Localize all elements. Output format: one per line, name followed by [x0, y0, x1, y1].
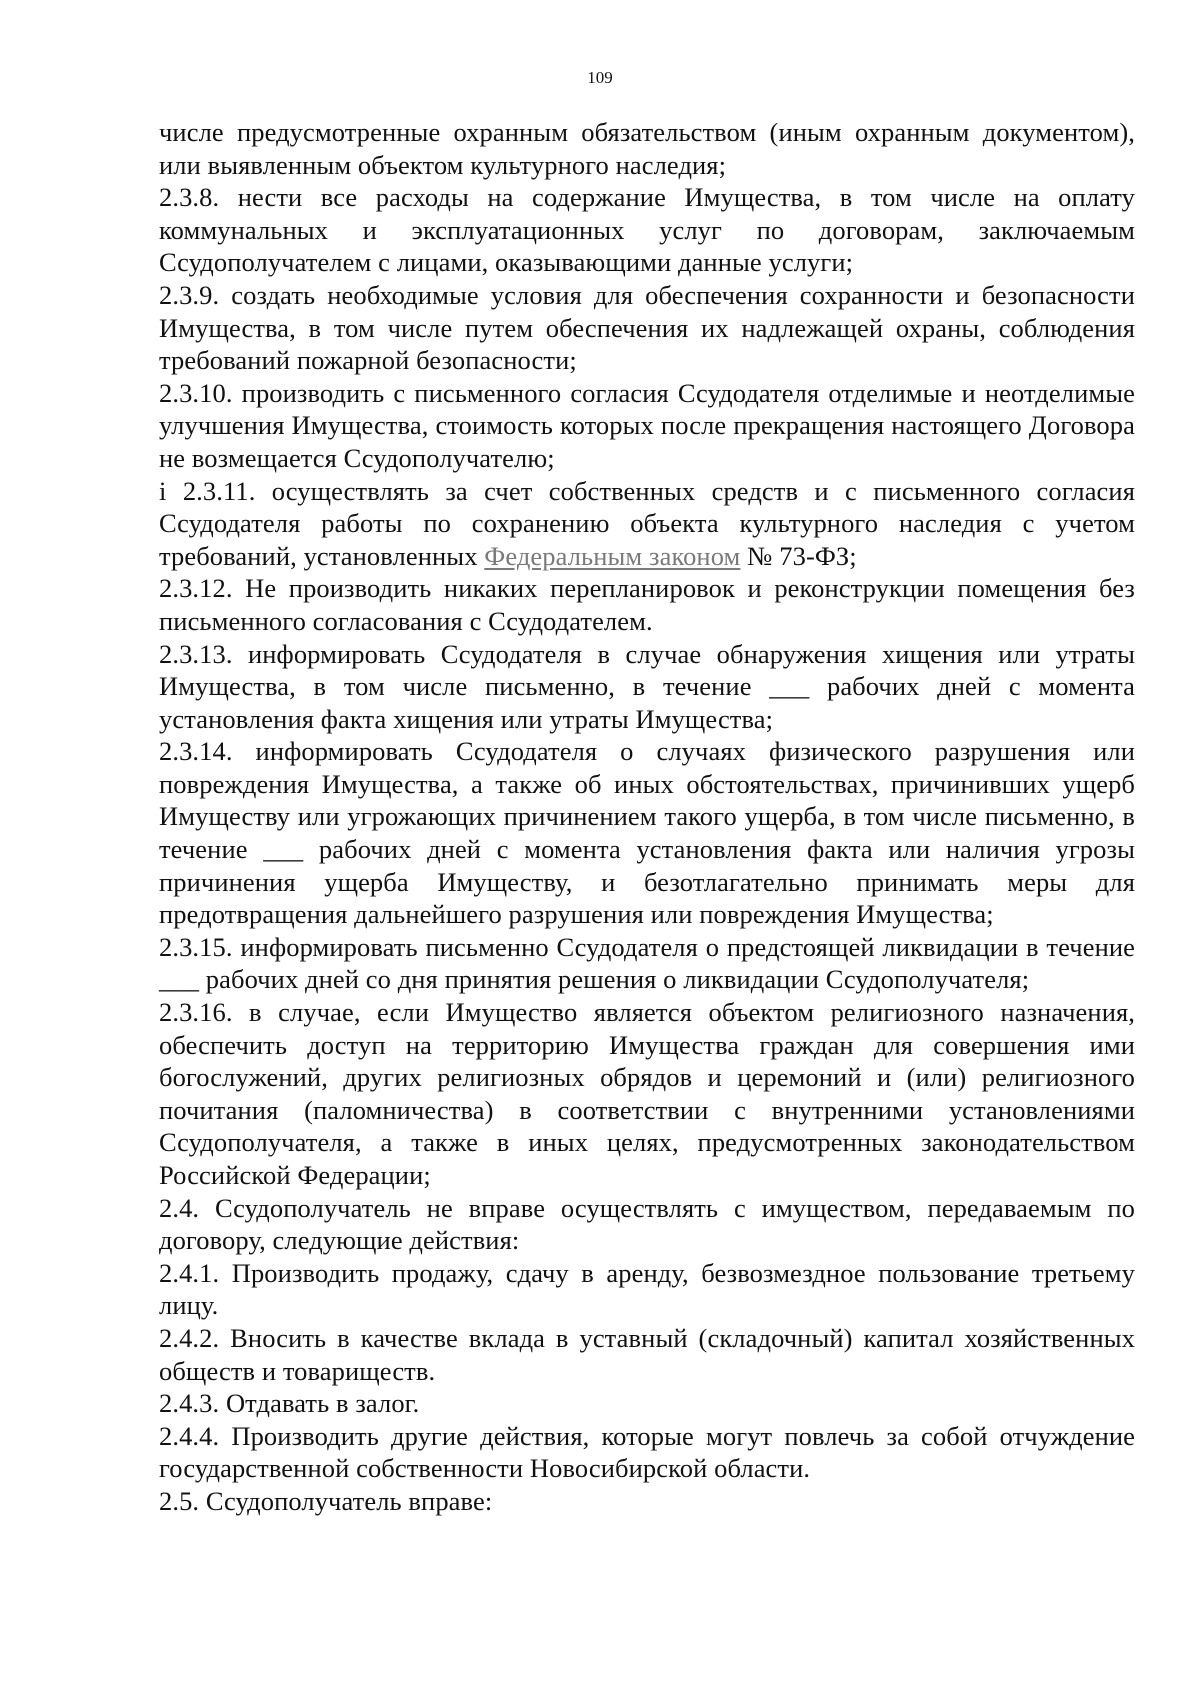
paragraph-continuation: числе предусмотренные охранным обязательством (иным охранным документом), или выявленным объектом культурного наследия; — [159, 117, 1135, 180]
document-body — [159, 116, 1135, 1518]
paragraph-2-4-3: 2.4.3. Отдавать в залог. — [159, 1388, 420, 1419]
federal-law-link[interactable]: Федеральным законом — [484, 540, 741, 571]
paragraph-2-4-2: 2.4.2. Вносить в качестве вклада в уставный (складочный) капитал хозяйственных обществ и товариществ. — [159, 1322, 1135, 1386]
margin-marker: і — [159, 475, 167, 506]
paragraph-2-3-9: 2.3.9. создать необходимые условия для обеспечения сохранности и безопасности Имущества, в том числе путем обеспечения их надлежащей охраны, соблюдения требований пожарной безопасности; — [159, 279, 1135, 376]
paragraph-2-3-13: 2.3.13. информировать Ссудодателя в случае обнаружения хищения или утраты Имущества, в том числе письменно, в течение ___ рабочих дней с момента установления факта хищения или утраты Имущества; — [159, 638, 1135, 734]
paragraph-2-3-16: 2.3.16. в случае, если Имущество является объектом религиозного назначения, обеспечить доступ на территорию Имущества граждан для совершения ими богослужений, других религиозных обрядов и церемоний и (или) религиозного почитания (паломничества) в соответствии с внутренними установлениями Ссудополучателя, а также в иных целях, предусмотренных законодательством Российской Федерации; — [159, 997, 1135, 1190]
paragraph-2-3-8: 2.3.8. нести все расходы на содержание Имущества, в том числе на оплату коммунальных и эксплуатационных услуг по договорам, заключаемым Ссудополучателем с лицами, оказывающими данные услуги; — [159, 182, 1135, 278]
paragraph-2-3-12: 2.3.12. Не производить никаких перепланировок и реконструкции помещения без письменного согласования с Ссудодателем. — [159, 573, 1135, 636]
page-number: 109 — [587, 68, 613, 87]
paragraph-2-5: 2.5. Ссудополучатель вправе: — [159, 1485, 493, 1516]
paragraph-2-3-14: 2.3.14. информировать Ссудодателя о случаях физического разрушения или повреждения Имущества, а также об иных обстоятельствах, причинивших ущерб Имуществу или угрожающих причинением такого ущерба, в том числе письменно, в течение ___ рабочих дней с момента установления факта или наличия угрозы причинения ущерба Имуществу, и безотлагательно принимать меры для предотвращения дальнейшего разрушения или повреждения Имущества; — [159, 736, 1135, 930]
paragraph-2-4: 2.4. Ссудополучатель не вправе осуществлять с имуществом, передаваемым по договору, следующие действия: — [159, 1192, 1135, 1256]
paragraph-2-4-1: 2.4.1. Производить продажу, сдачу в аренду, безвозмездное пользование третьему лицу. — [159, 1257, 1135, 1321]
paragraph-2-3-10: 2.3.10. производить с письменного согласия Ссудодателя отделимые и неотделимые улучшения Имущества, стоимость которых после прекращения настоящего Договора не возмещается Ссудополучателю; — [159, 377, 1135, 473]
paragraph-2-3-11 — [159, 475, 1135, 573]
paragraph-2-3-15: 2.3.15. информировать письменно Ссудодателя о предстоящей ликвидации в течение ___ рабочих дней со дня принятия решения о ликвидации Ссудополучателя; — [159, 931, 1135, 995]
paragraph-2-3-11-text-before: 2.3.11. осуществлять за счет собственных средств и с письменного согласия Ссудодателя работы по сохранению объекта культурного наследия с учетом требований, установленных — [159, 475, 1135, 571]
paragraph-2-3-11-text-after: № 73-ФЗ; — [740, 540, 857, 571]
paragraph-2-4-4: 2.4.4. Производить другие действия, которые могут повлечь за собой отчуждение государственной собственности Новосибирской области. — [159, 1420, 1135, 1484]
